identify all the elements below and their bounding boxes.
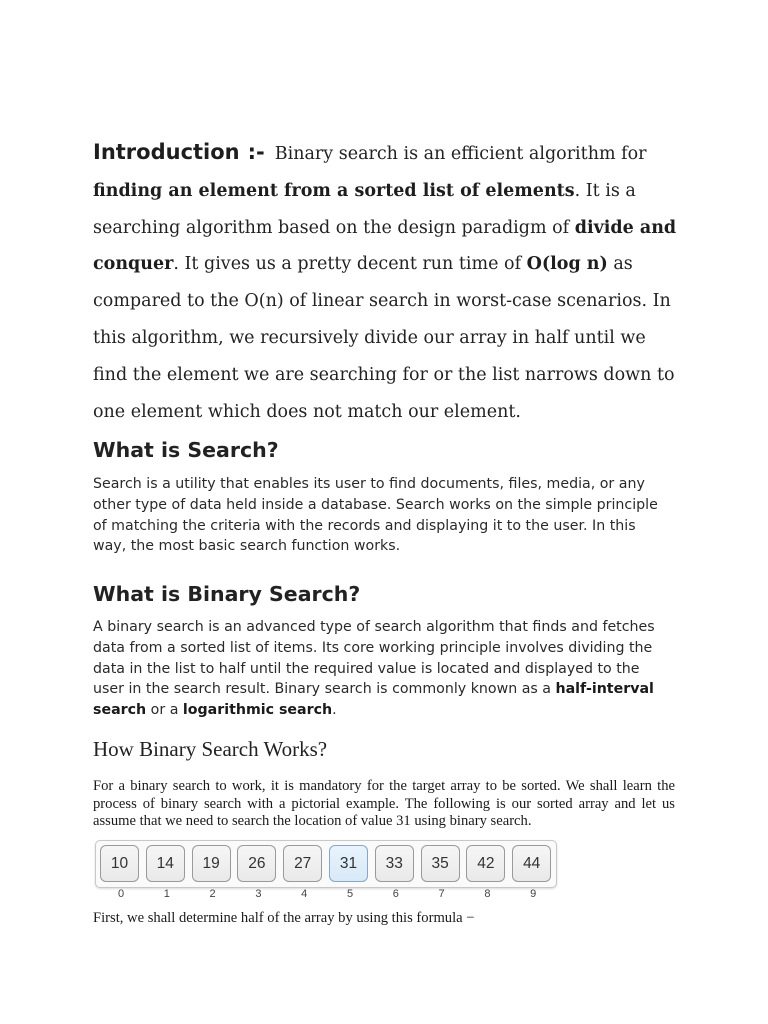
binary-bold-2: logarithmic search xyxy=(182,702,333,719)
array-index-label: 4 xyxy=(301,888,308,900)
what-is-search-body: Search is a utility that enables its user to find documents, files, media, or any other type of data held inside a database. Search works on the simple principle of matching the criteria with the records and displaying it to the user. In this way, the most basic search function works. xyxy=(93,476,658,555)
array-cell: 33 xyxy=(375,845,414,882)
what-is-search-heading: What is Search? xyxy=(93,438,279,462)
array-cell: 14 xyxy=(146,845,185,882)
formula-intro-text: First, we shall determine half of the array by using this formula − xyxy=(93,910,475,926)
array-cell: 27 xyxy=(283,845,322,882)
introduction-separator: :- xyxy=(247,140,265,164)
array-cell: 26 xyxy=(237,845,276,882)
intro-bold-2: divide and conquer xyxy=(93,217,677,275)
how-binary-search-works-body: For a binary search to work, it is mandatory for the target array to be sorted. We shall learn the process of binary search with a pictorial example. The following is our sorted array and let us assume that we need to search the location of value 31 using binary search. xyxy=(93,778,675,829)
array-cell: 35 xyxy=(421,845,460,882)
binary-bold-1: half-interval search xyxy=(93,681,654,719)
intro-text-1: Binary search is an efficient algorithm for xyxy=(274,144,647,164)
intro-text-2: . It is a searching algorithm based on the design paradigm of xyxy=(93,180,636,238)
introduction-paragraph xyxy=(93,134,683,430)
intro-bold-3: O(log n) xyxy=(526,254,608,275)
array-index-label: 7 xyxy=(438,888,445,900)
binary-text-2: or a xyxy=(146,702,183,719)
array-cell: 42 xyxy=(466,845,505,882)
intro-text-3: . It gives us a pretty decent run time of xyxy=(173,254,527,275)
array-index-label: 9 xyxy=(530,888,537,900)
how-binary-search-works-heading: How Binary Search Works? xyxy=(93,737,328,761)
array-index-label: 1 xyxy=(163,888,170,900)
array-cell: 10 xyxy=(100,845,139,882)
array-cell: 19 xyxy=(192,845,231,882)
sorted-array-diagram xyxy=(95,840,557,888)
array-index-label: 2 xyxy=(209,888,216,900)
binary-text-3: . xyxy=(332,702,337,719)
array-cell: 44 xyxy=(512,845,551,882)
binary-text-1: A binary search is an advanced type of search algorithm that finds and fetches data from a sorted list of items. Its core working principle involves dividing the data in the list to half until the required value is located and displayed to the user in the search result. Binary search is commonly known as a xyxy=(93,619,655,698)
introduction-label: Introduction xyxy=(93,140,240,164)
array-index-label: 3 xyxy=(255,888,262,900)
what-is-binary-search-body xyxy=(93,617,673,721)
array-index-label: 0 xyxy=(117,888,125,900)
array-cell: 31 xyxy=(329,845,368,882)
array-index-label: 6 xyxy=(392,888,399,900)
intro-text-4: as compared to the O(n) of linear search in worst-case scenarios. In this algorithm, we recursively divide our array in half until we find the element we are searching for or the list narrows down to one element which does not match our element. xyxy=(93,254,675,422)
intro-bold-1: finding an element from a sorted list of elements xyxy=(93,180,575,201)
array-index-label: 5 xyxy=(346,888,354,900)
array-index-label: 8 xyxy=(484,888,491,900)
what-is-binary-search-heading: What is Binary Search? xyxy=(93,582,361,606)
